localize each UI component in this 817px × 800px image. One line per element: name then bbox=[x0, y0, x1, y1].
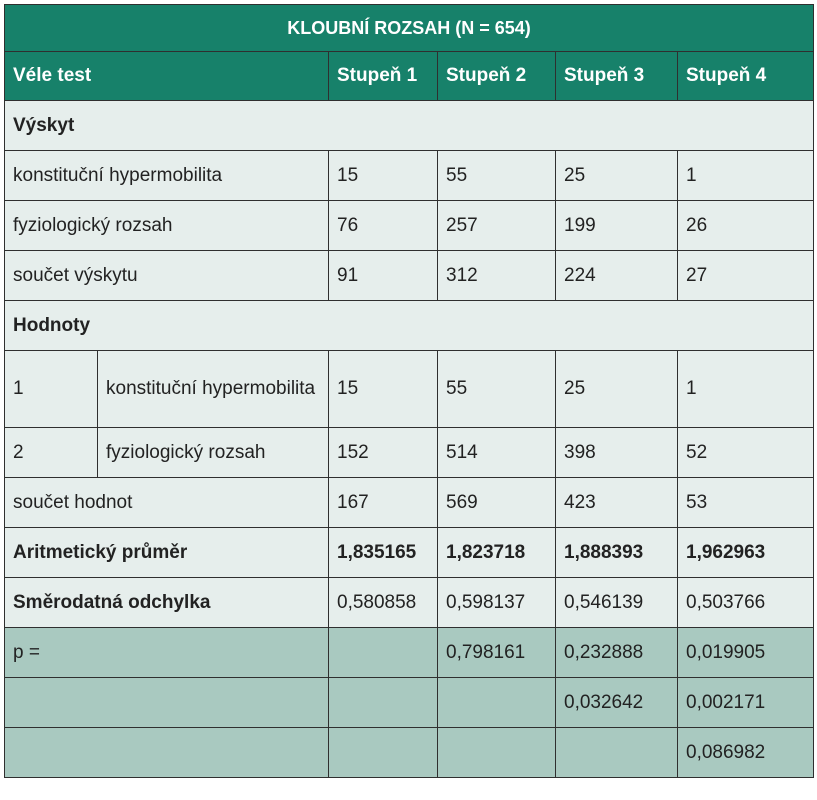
cell-value: 398 bbox=[556, 428, 678, 478]
row-label: fyziologický rozsah bbox=[5, 201, 329, 251]
table-row-p bbox=[5, 728, 814, 778]
cell-value: 199 bbox=[556, 201, 678, 251]
cell-value: 224 bbox=[556, 251, 678, 301]
cell-value: 569 bbox=[438, 478, 556, 528]
table-row-p bbox=[5, 678, 814, 728]
cell-value: 257 bbox=[438, 201, 556, 251]
cell-value: 76 bbox=[329, 201, 438, 251]
table-title-row bbox=[5, 5, 814, 52]
cell-value: 0,019905 bbox=[678, 628, 814, 678]
table-row-sd bbox=[5, 578, 814, 628]
cell-value: 55 bbox=[438, 151, 556, 201]
cell-value: 152 bbox=[329, 428, 438, 478]
table-row bbox=[5, 151, 814, 201]
kloubni-rozsah-table bbox=[4, 4, 814, 778]
row-label: konstituční hypermobilita bbox=[98, 351, 329, 428]
cell-value bbox=[329, 678, 438, 728]
column-header-stupen-3: Stupeň 3 bbox=[556, 52, 678, 101]
table-title: KLOUBNÍ ROZSAH (N = 654) bbox=[5, 5, 814, 52]
row-label: Směrodatná odchylka bbox=[5, 578, 329, 628]
row-label: součet hodnot bbox=[5, 478, 329, 528]
cell-value: 1,835165 bbox=[329, 528, 438, 578]
cell-value: 27 bbox=[678, 251, 814, 301]
cell-value: 53 bbox=[678, 478, 814, 528]
table-container bbox=[4, 4, 813, 778]
row-label: Aritmetický průměr bbox=[5, 528, 329, 578]
cell-value bbox=[438, 678, 556, 728]
cell-value: 91 bbox=[329, 251, 438, 301]
section-row-hodnoty bbox=[5, 301, 814, 351]
cell-value: 25 bbox=[556, 351, 678, 428]
cell-value: 25 bbox=[556, 151, 678, 201]
cell-value: 0,546139 bbox=[556, 578, 678, 628]
cell-value bbox=[329, 628, 438, 678]
table-row-mean bbox=[5, 528, 814, 578]
cell-value: 0,086982 bbox=[678, 728, 814, 778]
row-number: 2 bbox=[5, 428, 98, 478]
row-label: fyziologický rozsah bbox=[98, 428, 329, 478]
column-header-test: Véle test bbox=[5, 52, 329, 101]
row-label bbox=[5, 678, 329, 728]
cell-value: 0,503766 bbox=[678, 578, 814, 628]
cell-value: 312 bbox=[438, 251, 556, 301]
column-header-row bbox=[5, 52, 814, 101]
cell-value bbox=[556, 728, 678, 778]
table-row bbox=[5, 428, 814, 478]
cell-value: 0,580858 bbox=[329, 578, 438, 628]
cell-value bbox=[438, 728, 556, 778]
row-label: p = bbox=[5, 628, 329, 678]
row-label bbox=[5, 728, 329, 778]
cell-value: 52 bbox=[678, 428, 814, 478]
cell-value: 1,823718 bbox=[438, 528, 556, 578]
cell-value: 0,598137 bbox=[438, 578, 556, 628]
cell-value bbox=[329, 728, 438, 778]
cell-value: 514 bbox=[438, 428, 556, 478]
row-number: 1 bbox=[5, 351, 98, 428]
cell-value: 167 bbox=[329, 478, 438, 528]
cell-value: 0,798161 bbox=[438, 628, 556, 678]
table-row-p bbox=[5, 628, 814, 678]
row-label: součet výskytu bbox=[5, 251, 329, 301]
cell-value: 55 bbox=[438, 351, 556, 428]
section-row-vyskyt bbox=[5, 101, 814, 151]
column-header-stupen-1: Stupeň 1 bbox=[329, 52, 438, 101]
row-label: konstituční hypermobilita bbox=[5, 151, 329, 201]
cell-value: 1,888393 bbox=[556, 528, 678, 578]
cell-value: 0,232888 bbox=[556, 628, 678, 678]
cell-value: 15 bbox=[329, 151, 438, 201]
table-row bbox=[5, 351, 814, 428]
cell-value: 0,032642 bbox=[556, 678, 678, 728]
cell-value: 15 bbox=[329, 351, 438, 428]
cell-value: 26 bbox=[678, 201, 814, 251]
cell-value: 423 bbox=[556, 478, 678, 528]
cell-value: 1 bbox=[678, 151, 814, 201]
table-row bbox=[5, 251, 814, 301]
table-row bbox=[5, 478, 814, 528]
column-header-stupen-4: Stupeň 4 bbox=[678, 52, 814, 101]
section-label-hodnoty: Hodnoty bbox=[5, 301, 814, 351]
cell-value: 1,962963 bbox=[678, 528, 814, 578]
column-header-stupen-2: Stupeň 2 bbox=[438, 52, 556, 101]
section-label-vyskyt: Výskyt bbox=[5, 101, 814, 151]
table-row bbox=[5, 201, 814, 251]
cell-value: 1 bbox=[678, 351, 814, 428]
cell-value: 0,002171 bbox=[678, 678, 814, 728]
